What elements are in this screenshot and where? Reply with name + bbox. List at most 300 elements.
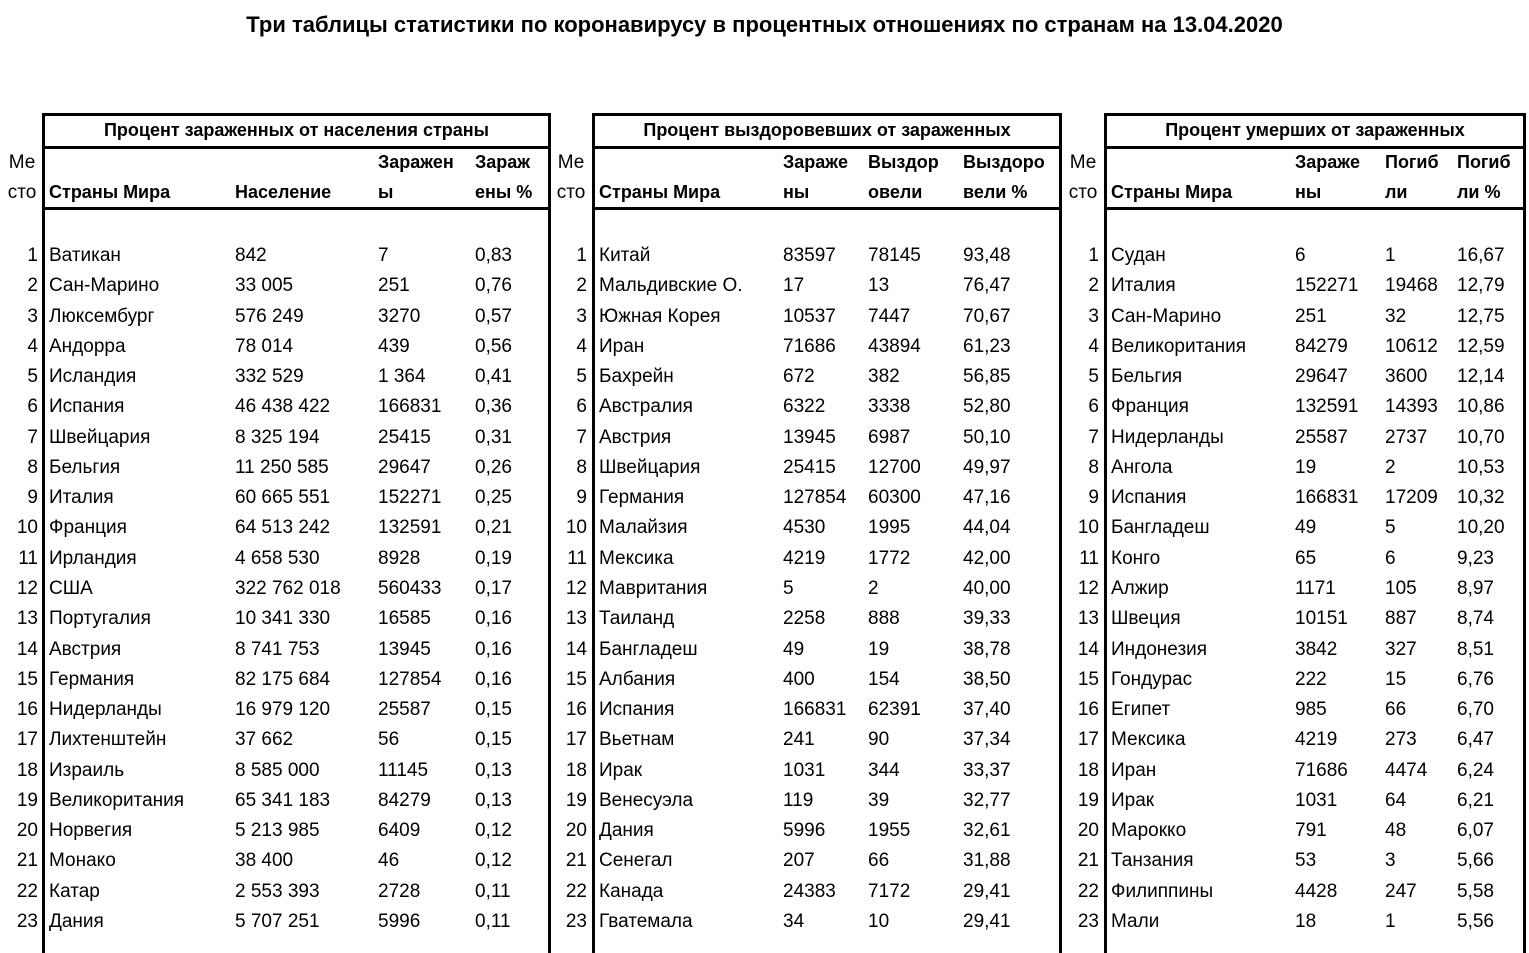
cell-infected: 25587 [378,699,431,721]
table-row [595,241,1059,271]
table-row [595,302,1059,332]
rank-number: 5 [576,366,587,388]
cell-country: Гватемала [599,910,693,932]
cell-country: Индонезия [1111,638,1208,660]
cell-infected: 6322 [783,396,826,418]
cell-population: 78 014 [235,335,294,357]
cell-infected: 222 [1295,668,1327,690]
cell-recovered-pct: 29,41 [963,910,1011,932]
cell-recovered: 43894 [868,335,921,357]
cell-infected-pct: 0,15 [475,729,512,751]
rank-number: 14 [565,638,587,660]
recovered-percent-table [592,113,1062,953]
table-row [595,877,1059,907]
cell-infected: 83597 [783,245,836,266]
cell-died-pct: 6,70 [1457,699,1494,721]
cell-infected: 4219 [1295,729,1338,751]
cell-country: Лихтенштейн [49,729,167,751]
rank-number: 8 [1088,456,1099,478]
rank-number: 11 [567,547,587,569]
table-row [595,695,1059,725]
cell-recovered-pct: 40,00 [963,577,1011,599]
table-row [45,846,548,876]
header-died: Погиб ли [1385,152,1439,202]
header-infected: Заражe ны [783,152,849,202]
rank-column-2 [551,0,591,937]
cell-died: 64 [1385,789,1407,811]
cell-infected: 46 [378,850,400,872]
cell-recovered-pct: 32,77 [963,789,1011,811]
cell-died: 3 [1385,850,1396,872]
cell-infected-pct: 0,12 [475,850,512,872]
page-title: Три таблицы статистики по коронавирусу в процентных отношениях по странам на 13.04.2020 [246,12,1283,37]
table-row [595,423,1059,453]
rank-number: 13 [565,608,587,630]
cell-recovered-pct: 37,40 [963,699,1011,721]
cell-country: Германия [49,668,135,690]
cell-infected: 2728 [378,880,421,902]
cell-died: 66 [1385,699,1407,721]
rank-number: 2 [1088,275,1099,297]
cell-country: Дания [599,820,654,842]
cell-died-pct: 6,47 [1457,729,1494,751]
cell-infected: 672 [783,366,815,388]
cell-infected: 3842 [1295,638,1338,660]
table-row [45,513,548,543]
cell-population: 11 250 585 [235,456,329,478]
rank-number: 8 [27,456,38,478]
table-row [1107,665,1523,695]
cell-died: 1 [1385,910,1396,932]
rank-number: 20 [565,820,587,842]
cell-population: 60 665 551 [235,487,331,509]
cell-infected: 4428 [1295,880,1338,902]
cell-country: Сан-Марино [49,275,160,297]
cell-infected-pct: 0,17 [475,577,512,599]
cell-recovered: 78145 [868,245,921,266]
cell-died: 887 [1385,608,1417,630]
table-row [45,241,548,271]
cell-recovered: 154 [868,668,900,690]
cell-population: 8 585 000 [235,759,320,781]
cell-infected-pct: 0,16 [475,638,512,660]
table-caption: Процент выздоровевших от зараженных [595,113,1059,149]
cell-infected: 1031 [1295,789,1338,811]
rank-number: 3 [27,305,38,327]
table-row [45,604,548,634]
cell-recovered-pct: 29,41 [963,880,1011,902]
cell-recovered: 13 [868,275,890,297]
rank-number: 21 [1077,850,1099,872]
table-row [45,725,548,755]
rank-number: 23 [565,910,587,932]
cell-died-pct: 12,59 [1457,335,1505,357]
cell-infected-pct: 0,57 [475,305,512,327]
rank-number: 23 [16,910,38,932]
cell-died: 105 [1385,577,1417,599]
cell-infected-pct: 0,16 [475,608,512,630]
rank-number: 22 [1077,880,1099,902]
cell-infected-pct: 0,13 [475,759,512,781]
cell-population: 8 325 194 [235,426,320,448]
rank-number: 15 [565,668,587,690]
cell-country: Албания [599,668,676,690]
cell-infected-pct: 0,19 [475,547,512,569]
cell-infected-pct: 0,25 [475,487,512,509]
cell-population: 842 [235,245,267,266]
cell-infected: 10537 [783,305,836,327]
cell-country: Италия [49,487,114,509]
rank-number: 15 [16,668,38,690]
cell-infected: 5996 [783,820,826,842]
cell-country: Швеция [1111,608,1181,630]
cell-died-pct: 5,66 [1457,850,1494,872]
cell-infected: 119 [783,789,814,811]
cell-recovered: 90 [868,729,890,751]
table-row [595,756,1059,786]
table-row [595,604,1059,634]
rank-number: 9 [27,487,38,509]
rank-number: 16 [1077,699,1099,721]
header-divider [45,207,548,210]
table-row [1107,302,1523,332]
cell-recovered-pct: 42,00 [963,547,1011,569]
cell-country: Бангладеш [599,638,698,660]
cell-country: Франция [1111,396,1189,418]
rank-number: 8 [576,456,587,478]
cell-country: Испания [1111,487,1187,509]
table-row [595,453,1059,483]
rank-number: 15 [1077,668,1099,690]
cell-died-pct: 8,51 [1457,638,1494,660]
cell-recovered-pct: 61,23 [963,335,1011,357]
table-row [1107,907,1523,937]
cell-recovered: 39 [868,789,890,811]
cell-infected: 29647 [378,456,431,478]
cell-country: Мавритания [599,577,708,599]
rank-header: Ме сто [1068,152,1098,203]
cell-infected: 985 [1295,699,1327,721]
cell-infected: 7 [378,245,389,266]
cell-died-pct: 6,24 [1457,759,1494,781]
cell-population: 322 762 018 [235,577,341,599]
cell-recovered: 7447 [868,305,911,327]
table-row [1107,725,1523,755]
cell-recovered: 2 [868,577,879,599]
cell-infected: 25415 [783,456,836,478]
cell-recovered-pct: 70,67 [963,305,1011,327]
cell-infected: 84279 [378,789,431,811]
table-row [595,907,1059,937]
cell-infected: 127854 [378,668,442,690]
cell-died: 247 [1385,880,1417,902]
rank-number: 5 [27,366,38,388]
cell-died: 273 [1385,729,1417,751]
rank-number: 16 [565,699,587,721]
cell-infected: 241 [783,729,815,751]
table-row [1107,271,1523,301]
cell-infected: 791 [1295,820,1327,842]
rank-number: 4 [576,335,587,357]
cell-infected: 166831 [783,699,847,721]
cell-infected: 5 [783,577,794,599]
cell-recovered: 1995 [868,517,911,539]
cell-country: Китай [599,245,651,266]
rank-number: 20 [1077,820,1099,842]
table-row [595,665,1059,695]
cell-recovered: 10 [868,910,890,932]
cell-recovered: 382 [868,366,900,388]
cell-population: 10 341 330 [235,608,331,630]
cell-died-pct: 12,75 [1457,305,1505,327]
cell-infected: 2258 [783,608,826,630]
table-row [1107,513,1523,543]
cell-country: Люксембург [49,305,155,327]
cell-died: 19468 [1385,275,1438,297]
header-country: Страны Мира [49,182,171,202]
cell-infected: 1171 [1295,577,1336,599]
cell-infected-pct: 0,11 [475,910,511,932]
table-row [595,544,1059,574]
cell-infected: 166831 [378,396,442,418]
cell-infected: 132591 [378,517,442,539]
header-population: Население [235,182,332,202]
cell-infected: 8928 [378,547,421,569]
cell-population: 16 979 120 [235,699,331,721]
table-row [45,635,548,665]
cell-country: Бахрейн [599,366,674,388]
rank-number: 12 [565,577,587,599]
cell-died: 6 [1385,547,1396,569]
cell-recovered: 60300 [868,487,921,509]
cell-country: Нидерланды [1111,426,1224,448]
table-row [45,271,548,301]
rank-number: 13 [16,608,38,630]
table-row [1107,483,1523,513]
cell-country: Венесуэла [599,789,694,811]
rank-number: 14 [1077,638,1099,660]
cell-infected: 4530 [783,517,826,539]
cell-population: 576 249 [235,305,304,327]
cell-infected: 17 [783,275,805,297]
cell-recovered-pct: 93,48 [963,245,1011,266]
rank-number: 11 [1079,547,1099,569]
cell-country: Бангладеш [1111,517,1210,539]
cell-infected: 3270 [378,305,421,327]
cell-infected-pct: 0,76 [475,275,512,297]
cell-died-pct: 16,67 [1457,245,1505,266]
rank-number: 2 [576,275,587,297]
rank-number: 11 [18,547,38,569]
cell-country: Великоритания [49,789,185,811]
cell-infected: 127854 [783,487,847,509]
cell-population: 8 741 753 [235,638,320,660]
cell-infected: 400 [783,668,815,690]
table-row [595,725,1059,755]
cell-population: 64 513 242 [235,517,331,539]
header-died-pct: Погиб ли % [1457,152,1511,202]
cell-country: Мексика [599,547,674,569]
cell-died: 1 [1385,245,1396,266]
cell-infected: 49 [783,638,805,660]
header-recovered-pct: Выздоро вели % [963,152,1045,202]
rank-number: 17 [565,729,587,751]
cell-country: Мексика [1111,729,1186,751]
table-row [595,513,1059,543]
cell-died: 2 [1385,456,1396,478]
rank-number: 7 [1088,426,1099,448]
cell-infected-pct: 0,11 [475,880,511,902]
cell-country: Марокко [1111,820,1187,842]
cell-recovered-pct: 76,47 [963,275,1011,297]
header-country: Страны Мира [599,182,721,202]
rank-number: 18 [1077,759,1099,781]
cell-infected: 251 [378,275,410,297]
cell-population: 5 707 251 [235,910,320,932]
cell-country: Иран [1111,759,1157,781]
rank-number: 12 [16,577,38,599]
cell-country: Франция [49,517,127,539]
cell-country: Австралия [599,396,693,418]
cell-died-pct: 6,21 [1457,789,1494,811]
table-row [1107,877,1523,907]
cell-died: 14393 [1385,396,1438,418]
cell-country: Катар [49,880,100,902]
cell-country: Ватикан [49,245,121,266]
table-row [1107,453,1523,483]
cell-population: 2 553 393 [235,880,320,902]
cell-infected: 1 364 [378,366,426,388]
cell-infected-pct: 0,36 [475,396,512,418]
table-row [1107,756,1523,786]
cell-country: США [49,577,93,599]
cell-population: 33 005 [235,275,294,297]
rank-number: 2 [27,275,38,297]
rank-header: Ме сто [7,152,37,203]
table-row [45,786,548,816]
cell-died: 4474 [1385,759,1428,781]
table-row [1107,846,1523,876]
cell-infected-pct: 0,16 [475,668,512,690]
cell-country: Бельгия [1111,366,1183,388]
table-row [595,483,1059,513]
cell-recovered-pct: 32,61 [963,820,1011,842]
cell-recovered-pct: 47,16 [963,487,1011,509]
cell-died: 17209 [1385,487,1438,509]
deaths-percent-table [1104,113,1526,953]
cell-infected: 19 [1295,456,1317,478]
header-infected: Заражен ы [378,152,454,202]
cell-country: Норвегия [49,820,133,842]
cell-country: Таиланд [599,608,675,630]
cell-recovered-pct: 33,37 [963,759,1011,781]
header-recovered: Выздор овели [868,152,939,202]
rank-number: 22 [16,880,38,902]
table-row [45,332,548,362]
cell-country: Испания [49,396,125,418]
table-row [595,816,1059,846]
cell-recovered: 6987 [868,426,911,448]
table-caption: Процент умерших от зараженных [1107,113,1523,149]
cell-died-pct: 12,14 [1457,366,1505,388]
cell-country: Испания [599,699,675,721]
cell-infected: 71686 [1295,759,1348,781]
cell-infected: 13945 [378,638,431,660]
cell-population: 37 662 [235,729,294,751]
rank-number: 4 [1088,335,1099,357]
cell-country: Монако [49,850,116,872]
rank-number: 6 [576,396,587,418]
cell-died: 32 [1385,305,1407,327]
cell-country: Италия [1111,275,1176,297]
cell-infected: 152271 [378,487,442,509]
cell-population: 332 529 [235,366,304,388]
rank-number: 20 [16,820,38,842]
table-row [1107,816,1523,846]
cell-recovered-pct: 50,10 [963,426,1011,448]
cell-died-pct: 9,23 [1457,547,1494,569]
cell-recovered-pct: 39,33 [963,608,1011,630]
cell-country: Малайзия [599,517,688,539]
rank-number: 7 [27,426,38,448]
cell-country: Ангола [1111,456,1173,478]
rank-number: 12 [1077,577,1099,599]
rank-header: Ме сто [556,152,586,203]
table-row [45,423,548,453]
cell-population: 5 213 985 [235,820,320,842]
cell-recovered-pct: 38,78 [963,638,1011,660]
rank-column-3 [1063,0,1103,937]
rank-number: 6 [1088,396,1099,418]
header-infected: Заражe ны [1295,152,1361,202]
cell-infected: 4219 [783,547,826,569]
cell-country: Ирак [599,759,643,781]
cell-infected-pct: 0,12 [475,820,512,842]
rank-number: 17 [16,729,38,751]
cell-recovered-pct: 31,88 [963,850,1011,872]
cell-country: Великоритания [1111,335,1247,357]
cell-infected: 25415 [378,426,431,448]
cell-country: Австрия [599,426,672,448]
cell-died-pct: 5,58 [1457,880,1494,902]
cell-infected: 25587 [1295,426,1348,448]
cell-died: 2737 [1385,426,1428,448]
cell-recovered: 1772 [868,547,911,569]
cell-infected: 56 [378,729,400,751]
cell-died: 327 [1385,638,1417,660]
header-divider [1107,207,1523,210]
table-row [595,786,1059,816]
table-row [1107,362,1523,392]
cell-country: Нидерланды [49,699,162,721]
rank-number: 9 [576,487,587,509]
rank-number: 1 [1088,245,1099,266]
cell-infected-pct: 0,83 [475,245,512,266]
rank-number: 19 [1077,789,1099,811]
cell-recovered: 3338 [868,396,911,418]
rank-number: 1 [576,245,587,266]
cell-infected: 18 [1295,910,1317,932]
cell-infected: 166831 [1295,487,1359,509]
cell-country: Мали [1111,910,1160,932]
cell-infected: 152271 [1295,275,1359,297]
rank-number: 17 [1077,729,1099,751]
table-row [45,816,548,846]
cell-infected: 24383 [783,880,836,902]
table-row [595,392,1059,422]
table-row [1107,635,1523,665]
rank-number: 3 [1088,305,1099,327]
